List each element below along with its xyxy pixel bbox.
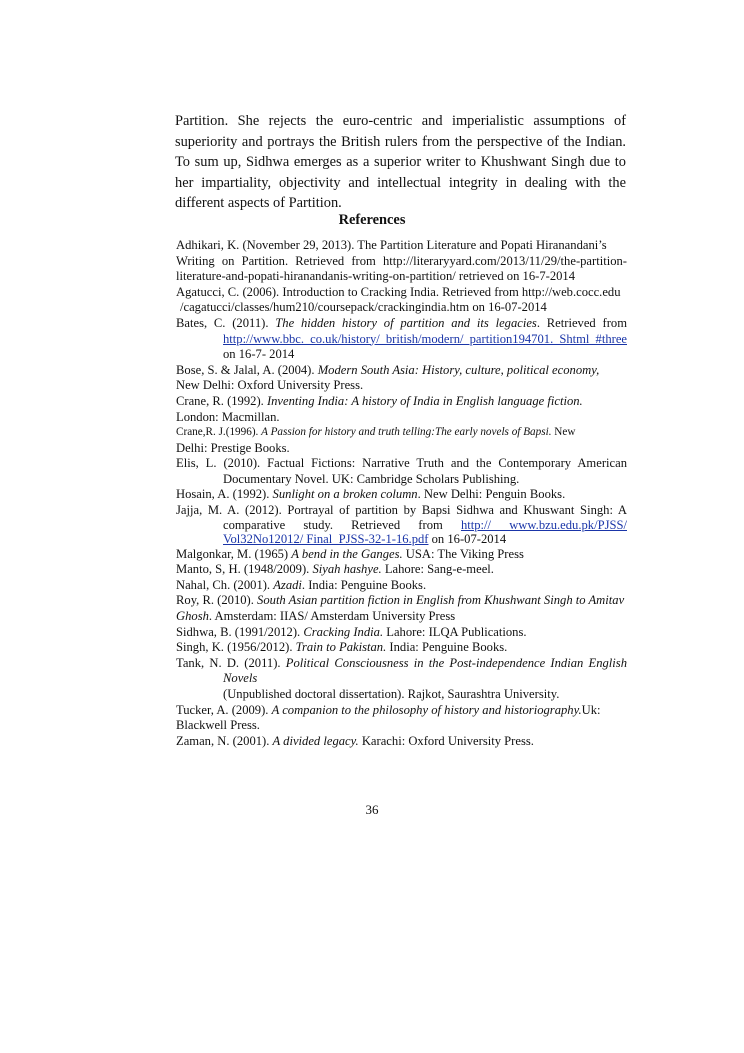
reference-entry: (Unpublished doctoral dissertation). Rajkot, Saurashtra University.: [223, 687, 560, 702]
reference-entry: Tucker, A. (2009). A companion to the philosophy of history and historiography.Uk:: [176, 702, 601, 717]
reference-entry: Agatucci, C. (2006). Introduction to Cracking India. Retrieved from http://web.cocc.edu: [176, 284, 621, 299]
reference-entry: Elis, L. (2010). Factual Fictions: Narrative Truth and the Contemporary American Documentary Novel. UK: Cambridge Scholars Publishing.: [176, 456, 627, 486]
reference-entry: Manto, S, H. (1948/2009). Siyah hashye. Lahore: Sang-e-meel.: [176, 562, 494, 577]
reference-entry: Adhikari, K. (November 29, 2013). The Partition Literature and Popati Hiranandani’s: [176, 238, 607, 252]
reference-entry: Bose, S. & Jalal, A. (2004). Modern South Asia: History, culture, political economy,: [176, 362, 600, 377]
reference-entry: Hosain, A. (1992). Sunlight on a broken column. New Delhi: Penguin Books.: [176, 487, 566, 502]
reference-entry: Blackwell Press.: [176, 718, 260, 733]
reference-link[interactable]: http://www.bbc. co.uk/history/ british/modern/ partition194701. Shtml #three: [223, 331, 627, 346]
references-heading: References: [338, 212, 406, 228]
reference-entry: Bates, C. (2011). The hidden history of partition and its legacies. Retrieved from http://www.bbc. co.uk/history/ british/modern/ partition194701. Shtml #three on 16-7- 2014: [176, 315, 627, 362]
reference-entry: Zaman, N. (2001). A divided legacy. Karachi: Oxford University Press.: [176, 733, 534, 748]
reference-entry: Roy, R. (2010). South Asian partition fiction in English from Khushwant Singh to Amitav: [176, 593, 625, 608]
reference-entry: Singh, K. (1956/2012). Train to Pakistan. India: Penguine Books.: [176, 640, 508, 655]
reference-list: [176, 238, 627, 749]
reference-entry: /cagatucci/classes/hum210/coursepack/crackingindia.htm on 16-07-2014: [180, 300, 547, 315]
page-number: 36: [365, 802, 379, 817]
reference-entry: Nahal, Ch. (2001). Azadi. India: Penguine Books.: [176, 577, 427, 592]
reference-entry: Writing on Partition. Retrieved from http://literaryyard.com/2013/11/29/the-partition-literature-and-popati-hiranandanis-writing-on-partition/ retrieved on 16-7-2014: [176, 253, 627, 284]
reference-entry: Malgonkar, M. (1965) A bend in the Ganges. USA: The Viking Press: [176, 546, 524, 561]
reference-entry: Delhi: Prestige Books.: [176, 440, 290, 455]
reference-entry: New Delhi: Oxford University Press.: [176, 378, 364, 393]
reference-entry: Sidhwa, B. (1991/2012). Cracking India. Lahore: ILQA Publications.: [176, 624, 527, 639]
reference-entry: Crane,R. J.(1996). A Passion for history and truth telling:The early novels of Bapsi. New: [176, 426, 576, 439]
reference-link[interactable]: http:// www.bzu.edu.pk/PJSS/ Vol32No12012/ Final_PJSS-32-1-16.pdf: [223, 517, 627, 547]
closing-paragraph: Partition. She rejects the euro-centric and imperialistic assumptions of superiority and portrays the British rulers from the perspective of the Indian. To sum up, Sidhwa emerges as a superior writer to Khushwant Singh due to her impartiality, objectivity and intellectual integrity in dealing with the different aspects of Partition.: [175, 113, 626, 212]
reference-entry: Jajja, M. A. (2012). Portrayal of partition by Bapsi Sidhwa and Khuswant Singh: A comparative study. Retrieved from http:// www.bzu.edu.pk/PJSS/ Vol32No12012/ Final_PJSS-32-1-16.pdf on 16-07-2014: [176, 502, 627, 547]
reference-entry: Tank, N. D. (2011). Political Consciousness in the Post-independence Indian English Novels: [176, 655, 627, 686]
reference-entry: Crane, R. (1992). Inventing India: A history of India in English language fiction.: [176, 393, 583, 408]
reference-entry: Ghosh. Amsterdam: IIAS/ Amsterdam University Press: [176, 609, 456, 624]
reference-entry: London: Macmillan.: [176, 409, 280, 424]
